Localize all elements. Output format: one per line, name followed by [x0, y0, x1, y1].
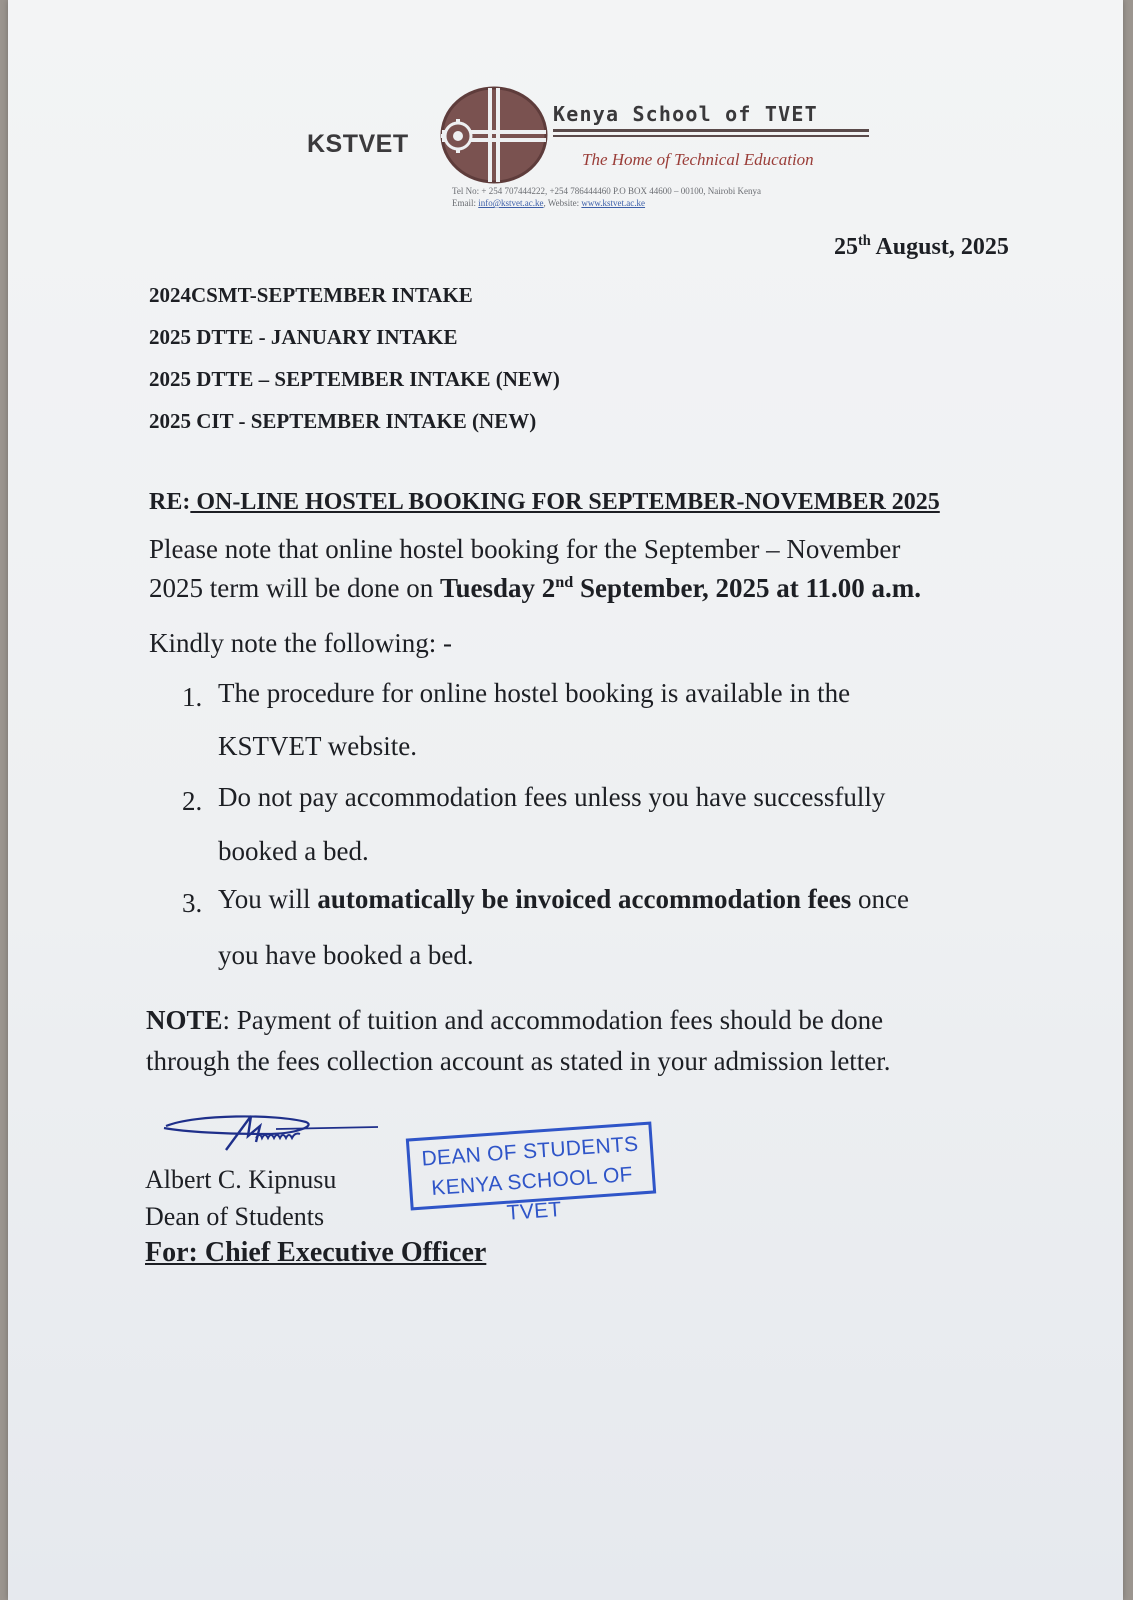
- contact-phone-address: Tel No: + 254 707444222, +254 786444460 P.O BOX 44600 – 00100, Nairobi Kenya: [452, 186, 762, 196]
- intake-line: 2025 DTTE – SEPTEMBER INTAKE (NEW): [149, 367, 560, 391]
- official-stamp: [406, 1122, 656, 1225]
- note-text: : Payment of tuition and accommodation fees should be done: [222, 1005, 884, 1035]
- signatory-name: Albert C. Kipnusu: [145, 1165, 337, 1194]
- contact-email-web: [452, 197, 761, 209]
- note-line-1: [146, 1005, 883, 1036]
- intro-text: 2025 term will be done on: [149, 573, 440, 603]
- subject-title: ON-LINE HOSTEL BOOKING FOR SEPTEMBER-NOVEMBER 2025: [190, 489, 940, 515]
- letterhead-institution-name: Kenya School of TVET: [553, 102, 818, 126]
- kstvet-logo-emblem: [440, 86, 548, 184]
- list-item-3-text: You will: [218, 884, 318, 914]
- email-label: Email:: [452, 198, 476, 208]
- list-item-2-line-2: booked a bed.: [218, 836, 369, 866]
- letter-page: [8, 0, 1123, 1600]
- note-line-2: through the fees collection account as stated in your admission letter.: [146, 1046, 891, 1076]
- intake-line: 2025 DTTE - JANUARY INTAKE: [149, 325, 458, 349]
- list-item-3-text: once: [851, 884, 909, 914]
- handwritten-signature: [156, 1112, 382, 1162]
- letterhead-rule: [553, 135, 869, 137]
- letterhead-rule: [553, 129, 869, 132]
- date-month-year: August, 2025: [870, 234, 1009, 260]
- intro-line-1: Please note that online hostel booking for the September – November: [149, 534, 901, 564]
- list-item-1-line-1: The procedure for online hostel booking is available in the: [218, 678, 851, 708]
- stamp-line-1: DEAN OF STUDENTS: [420, 1132, 640, 1171]
- list-number: 2.: [182, 786, 203, 816]
- date-suffix: th: [858, 233, 871, 249]
- list-item-1-line-2: KSTVET website.: [218, 731, 417, 761]
- signatory-title: Dean of Students: [145, 1202, 325, 1231]
- stamp-line-2: KENYA SCHOOL OF TVET: [430, 1162, 634, 1225]
- list-number: 3.: [182, 888, 203, 918]
- booking-day-suffix: nd: [555, 573, 574, 591]
- letterhead-tagline: The Home of Technical Education: [582, 150, 814, 169]
- letterhead-contact: [452, 185, 761, 209]
- booking-date-time: September, 2025 at 11.00 a.m.: [573, 573, 922, 603]
- list-number: 1.: [182, 682, 203, 712]
- signatory-for-line: For: Chief Executive Officer: [145, 1237, 487, 1268]
- letterhead-short-name: KSTVET: [307, 130, 409, 158]
- subject-prefix: RE:: [149, 489, 191, 515]
- intro-line-2: [149, 573, 921, 604]
- intake-line: 2024CSMT-SEPTEMBER INTAKE: [149, 283, 473, 307]
- list-item-2-line-1: Do not pay accommodation fees unless you have successfully: [218, 782, 886, 812]
- list-item-3-line-1: [218, 884, 909, 915]
- note-label: NOTE: [146, 1005, 223, 1035]
- list-item-3-emphasis: automatically be invoiced accommodation fees: [317, 884, 852, 914]
- date-day: 25: [834, 234, 858, 260]
- list-item-3-line-2: you have booked a bed.: [218, 940, 474, 970]
- kindly-note: Kindly note the following: -: [149, 628, 452, 658]
- subject-line: [149, 489, 940, 516]
- intake-line: 2025 CIT - SEPTEMBER INTAKE (NEW): [149, 409, 537, 433]
- letter-date: [834, 234, 1009, 261]
- booking-day: Tuesday 2: [439, 573, 556, 603]
- email-link[interactable]: info@kstvet.ac.ke: [478, 198, 544, 208]
- website-label: , Website:: [543, 198, 580, 208]
- website-link[interactable]: www.kstvet.ac.ke: [581, 198, 646, 208]
